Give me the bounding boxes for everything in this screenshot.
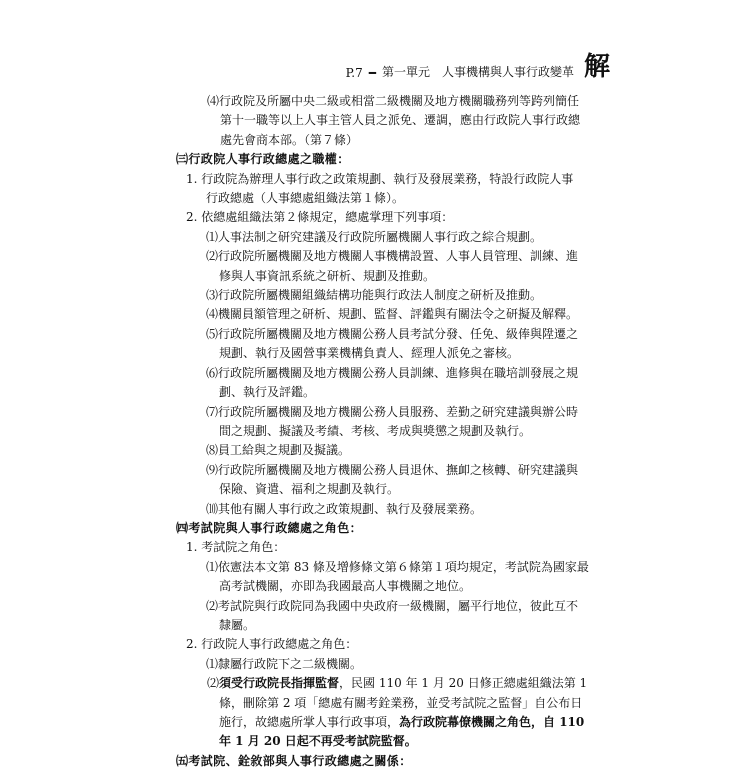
text-line: 1. 行政院為辦理人事行政之政策規劃、執行及發展業務，特設行政院人事 [186,171,574,186]
text-line [176,674,616,693]
text-line: ⑼行政院所屬機關及地方機關公務人員退休、撫卹之核轉、研究建議與 [206,462,579,477]
text-line: ⑸行政院所屬機關及地方機關公務人員考試分發、任免、級俸與陞遷之 [206,326,579,341]
document-body [176,92,616,771]
text-line: 隸屬。 [219,617,256,632]
text-line: ⑽其他有關人事行政之政策規劃、執行及發展業務。 [206,501,483,516]
text-span: 施行，故總處所掌人事行政事項， [219,715,400,729]
text-line: ⑴人事法制之研究建議及行政院所屬機關人事行政之綜合規劃。 [206,229,543,244]
text-line: 間之規劃、擬議及考績、考核、考成與獎懲之規劃及執行。 [219,423,532,438]
text-line: ⑷行政院及所屬中央二級或相當二級機關及地方機關職務列等跨列簡任 [207,94,580,108]
text-line: ⑹行政院所屬機關及地方機關公務人員訓練、進修與在職培訓發展之規 [206,365,579,380]
text-line: 1. 考試院之角色： [186,540,286,555]
text-line: 處先會商本部。（第７條） [220,132,359,147]
text-line: 劃、執行及評鑑。 [219,385,316,400]
text-line: ⑵考試院與行政院同為我國中央政府一級機關，屬平行地位，彼此互不 [206,598,579,613]
text-line [176,694,616,713]
text-line [176,713,616,732]
text-span: 條，刪除第 2 項「總處有關考銓業務，並受考試院之監督」自公布日 [219,695,583,710]
text-line: ⑺行政院所屬機關及地方機關公務人員服務、差勤之研究建議與辦公時 [206,404,579,419]
section-heading [176,752,616,771]
text-line: ⑴依憲法本文第 83 條及增修條文第６條第１項均規定，考試院為國家最 [206,559,589,574]
item-marker: ⑵ [207,676,220,691]
text-line: ⑴隸屬行政院下之二級機關。 [206,656,363,671]
text-line: 行政總處（人事總處組織法第１條）。 [206,191,405,206]
section-heading: ㈢行政院人事行政總處之職權： [176,152,350,167]
text-line: 2. 依總處組織法第２條規定，總處掌理下列事項： [186,210,454,225]
text-line: 保險、資遣、福利之規劃及執行。 [219,482,400,497]
solution-mark: 解 [583,52,610,82]
text-line: ⑶行政院所屬機關組織結構功能與行政法人制度之研析及推動。 [206,288,543,303]
text-span: ㈤考試院、銓敘部與人事行政總處之關係： [176,753,412,768]
section-heading: ㈣考試院與人事行政總處之角色： [176,520,363,535]
text-line: 高考試機關，亦即為我國最高人事機關之地位。 [219,579,472,594]
text-line: ⑻員工給與之規劃及擬議。 [206,443,351,458]
text-line: 修與人事資訊系統之研析、規劃及推動。 [219,268,436,283]
text-line [176,732,616,751]
text-span: ，民國 110 年 1 月 20 日修正總處組織法第 1 [339,676,588,691]
text-line: ⑵行政院所屬機關及地方機關人事機構設置、人事人員管理、訓練、進 [206,249,579,264]
text-line: 規劃、執行及國營事業機構負責人、經理人派免之審核。 [219,346,520,361]
header-dash: ━ [368,66,376,80]
text-lines [176,92,616,674]
text-line: 2. 行政院人事行政總處之角色： [186,637,358,652]
bold-text: 須受行政院長指揮監督 [219,676,340,691]
text-line: 第十一職等以上人事主管人員之派免、遷調，應由行政院人事行政總 [220,113,581,128]
text-line: ⑷機關員額管理之研析、規劃、監督、評鑑與有關法令之研擬及解釋。 [206,307,579,322]
unit-title: 第一單元 人事機構與人事行政變革 [381,65,574,79]
bold-text: 年 1 月 20 日起不再受考試院監督。 [219,734,417,749]
bold-text: 為行政院幕僚機關之角色，自 110 [399,715,585,729]
page-header [346,40,610,80]
page-number: P.7 [345,66,363,80]
